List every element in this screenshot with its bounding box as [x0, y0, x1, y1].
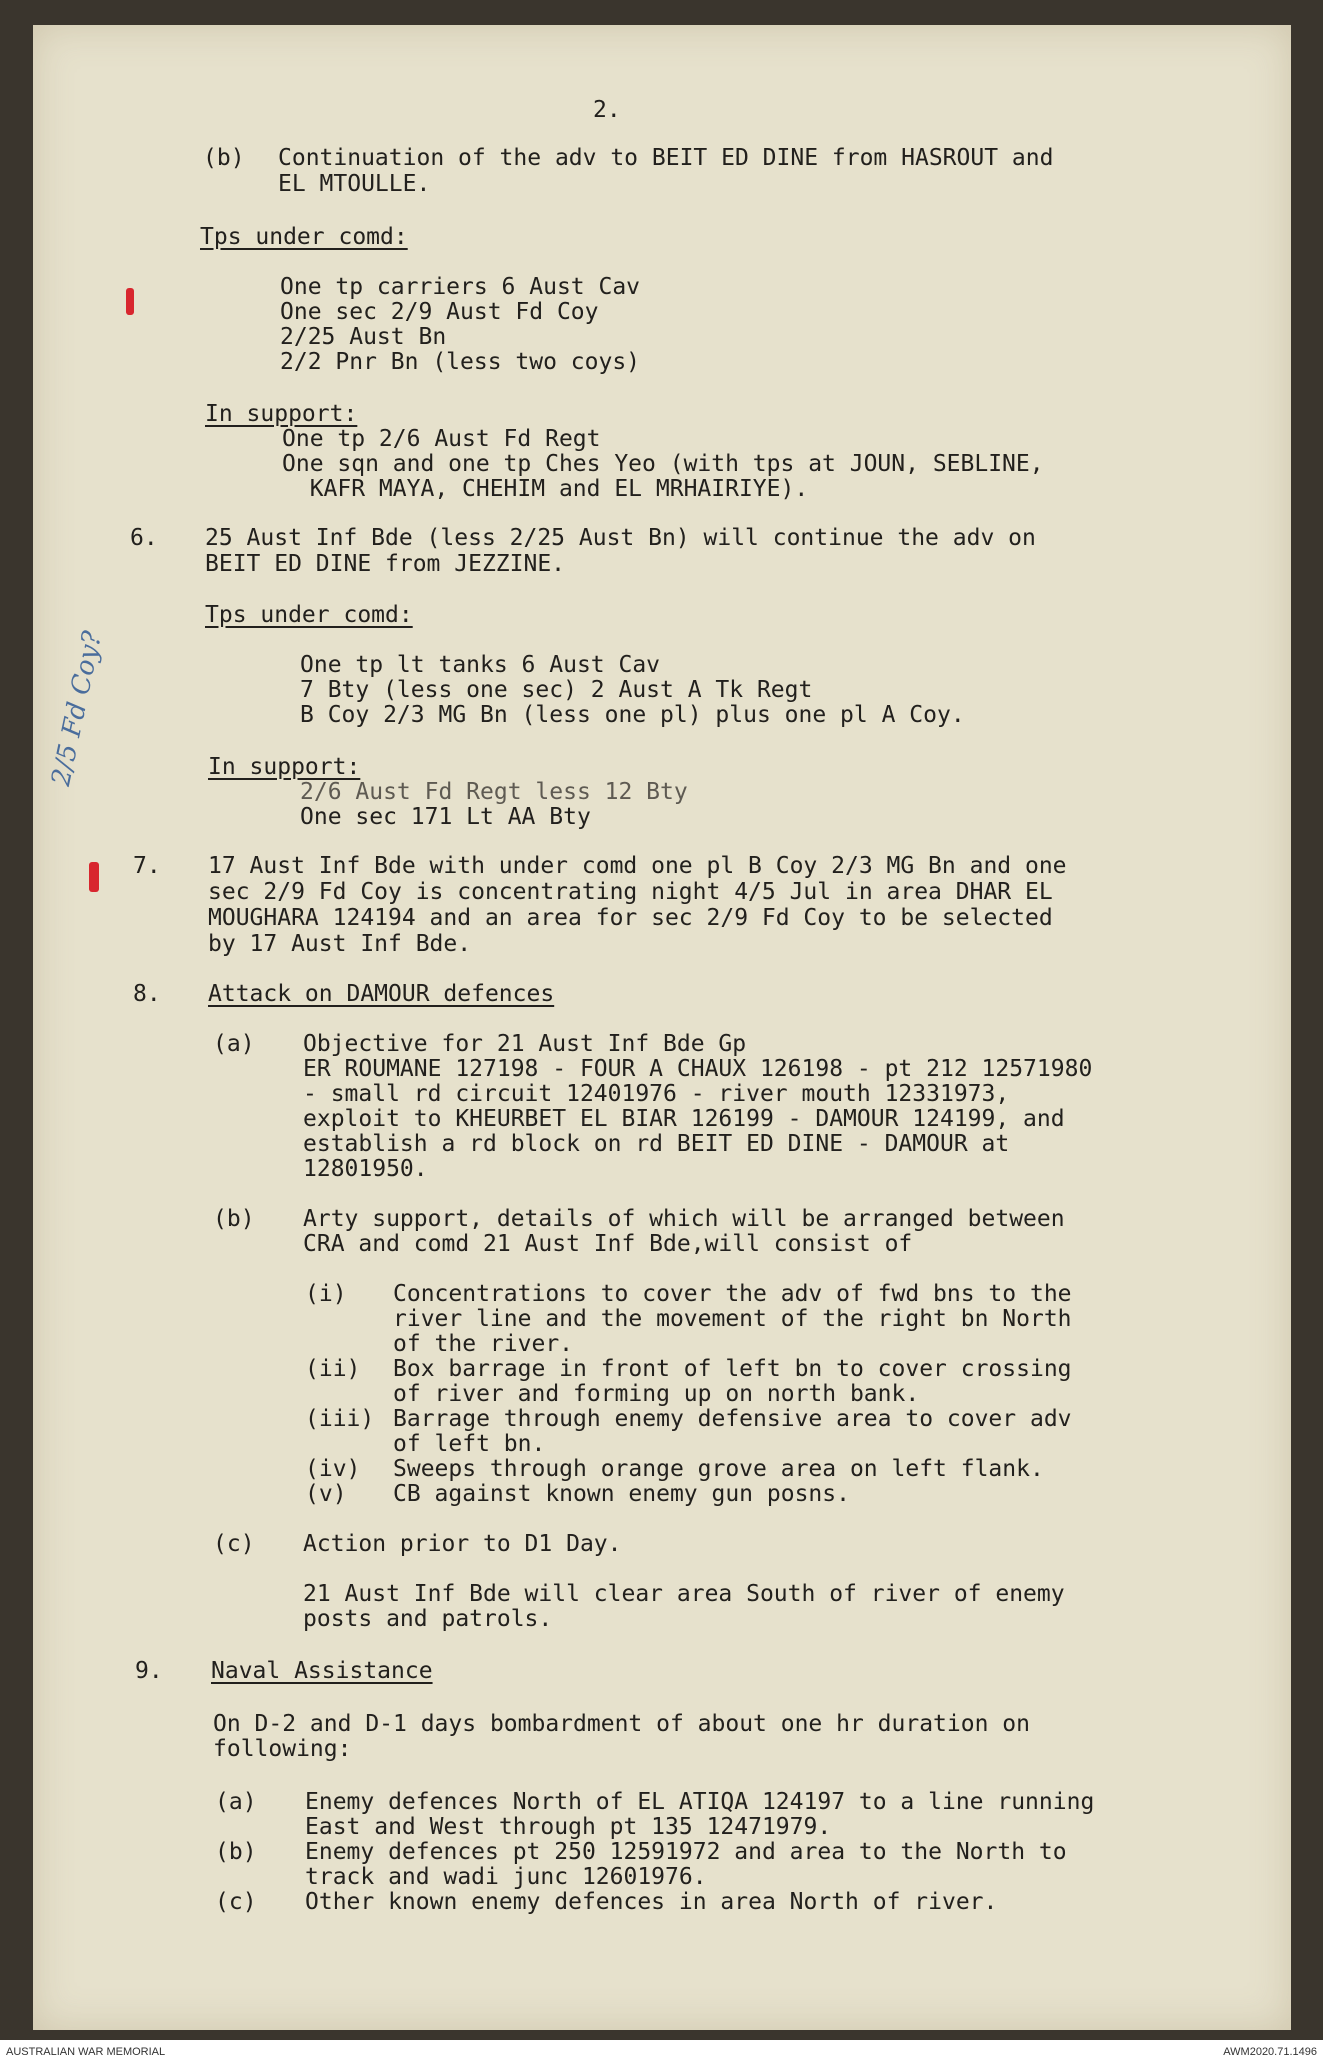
para-6-line1: 25 Aust Inf Bde (less 2/25 Aust Bn) will continue the adv on: [205, 525, 1036, 551]
sub-item-label: (iii): [305, 1406, 375, 1432]
para-8a-line: ER ROUMANE 127198 - FOUR A CHAUX 126198 - pt 212 12571980: [303, 1056, 1093, 1082]
sub-item-line: of river and forming up on north bank.: [393, 1381, 920, 1407]
para-6-line2: BEIT ED DINE from JEZZINE.: [205, 551, 566, 577]
sub-item-label: (i): [305, 1281, 347, 1307]
naval-item-label: (c): [215, 1889, 257, 1915]
page-number: 2.: [593, 97, 621, 123]
sub-item-line: of the river.: [393, 1331, 574, 1357]
sup2-item: One sec 171 Lt AA Bty: [300, 804, 591, 830]
para-8a-line: 12801950.: [303, 1156, 428, 1182]
footer-archive-name: AUSTRALIAN WAR MEMORIAL: [6, 2046, 166, 2058]
sup2-item: 2/6 Aust Fd Regt less 12 Bty: [300, 779, 688, 805]
para-8c-line: posts and patrols.: [303, 1606, 553, 1632]
naval-item-label: (b): [215, 1839, 257, 1865]
sub-item-label: (v): [305, 1481, 347, 1507]
sub-item-line: CB against known enemy gun posns.: [393, 1481, 850, 1507]
tps1-item: One sec 2/9 Aust Fd Coy: [280, 299, 599, 325]
naval-item-line: East and West through pt 135 12471979.: [305, 1814, 832, 1840]
sub-item-line: Concentrations to cover the adv of fwd bns to the: [393, 1281, 1072, 1307]
para-8a-line: Objective for 21 Aust Inf Bde Gp: [303, 1031, 747, 1057]
in-support-heading: In support:: [205, 401, 358, 427]
naval-item-line: track and wadi junc 12601976.: [305, 1864, 707, 1890]
tps1-item: 2/25 Aust Bn: [280, 324, 447, 350]
para-8c-label: (c): [213, 1531, 255, 1557]
para-7-line: 17 Aust Inf Bde with under comd one pl B Coy 2/3 MG Bn and one: [208, 853, 1067, 879]
naval-item-line: Other known enemy defences in area North of river.: [305, 1889, 998, 1915]
tps1-item: One tp carriers 6 Aust Cav: [280, 274, 641, 300]
sup1-item: KAFR MAYA, CHEHIM and EL MRHAIRIYE).: [282, 476, 809, 502]
para-9-heading: Naval Assistance: [211, 1658, 433, 1684]
para-8-heading: Attack on DAMOUR defences: [208, 981, 555, 1007]
para-8-number: 8.: [133, 981, 161, 1007]
para-6-number: 6.: [130, 525, 158, 551]
para-8b-line: Arty support, details of which will be arranged between: [303, 1206, 1065, 1232]
sub-item-line: Sweeps through orange grove area on left flank.: [393, 1456, 1044, 1482]
naval-item-line: Enemy defences pt 250 12591972 and area to the North to: [305, 1839, 1067, 1865]
para-8a-line: - small rd circuit 12401976 - river mouth 12331973,: [303, 1081, 1010, 1107]
para-8a-line: exploit to KHEURBET EL BIAR 126199 - DAMOUR 124199, and: [303, 1106, 1065, 1132]
sup1-item: One tp 2/6 Aust Fd Regt: [282, 426, 601, 452]
para-9-intro: following:: [213, 1736, 352, 1762]
para-b-line1: Continuation of the adv to BEIT ED DINE from HASROUT and: [278, 145, 1054, 171]
tps-under-comd-heading: Tps under comd:: [200, 224, 408, 250]
tps2-item: One tp lt tanks 6 Aust Cav: [300, 652, 661, 678]
para-7-line: by 17 Aust Inf Bde.: [208, 931, 472, 957]
para-9-intro: On D-2 and D-1 days bombardment of about one hr duration on: [213, 1711, 1030, 1737]
para-7-line: MOUGHARA 124194 and an area for sec 2/9 Fd Coy to be selected: [208, 905, 1053, 931]
tps1-item: 2/2 Pnr Bn (less two coys): [280, 349, 641, 375]
sup1-item: One sqn and one tp Ches Yeo (with tps at JOUN, SEBLINE,: [282, 451, 1044, 477]
para-8c-line: 21 Aust Inf Bde will clear area South of river of enemy: [303, 1581, 1065, 1607]
para-8b-label: (b): [213, 1206, 255, 1232]
para-8c-heading: Action prior to D1 Day.: [303, 1531, 622, 1557]
naval-item-line: Enemy defences North of EL ATIQA 124197 to a line running: [305, 1789, 1095, 1815]
para-b-line2: EL MTOULLE.: [278, 171, 431, 197]
footer-accession-number: AWM2020.71.1496: [1223, 2046, 1317, 2058]
para-9-number: 9.: [135, 1658, 163, 1684]
para-8b-line: CRA and comd 21 Aust Inf Bde,will consist of: [303, 1231, 913, 1257]
sub-item-label: (iv): [305, 1456, 361, 1482]
para-8a-line: establish a rd block on rd BEIT ED DINE - DAMOUR at: [303, 1131, 1010, 1157]
tps-under-comd-heading: Tps under comd:: [205, 602, 413, 628]
handwritten-note: 2/5 Fd Coy?: [46, 628, 109, 789]
para-b-label: (b): [203, 145, 245, 171]
sub-item-line: Box barrage in front of left bn to cover crossing: [393, 1356, 1072, 1382]
sub-item-line: river line and the movement of the right bn North: [393, 1306, 1072, 1332]
para-7-line: sec 2/9 Fd Coy is concentrating night 4/5 Jul in area DHAR EL: [208, 879, 1053, 905]
tps2-item: B Coy 2/3 MG Bn (less one pl) plus one pl A Coy.: [300, 702, 965, 728]
para-7-number: 7.: [133, 853, 161, 879]
tps2-item: 7 Bty (less one sec) 2 Aust A Tk Regt: [300, 677, 813, 703]
sub-item-line: Barrage through enemy defensive area to cover adv: [393, 1406, 1072, 1432]
para-8a-label: (a): [213, 1031, 255, 1057]
document-page: [33, 25, 1291, 2030]
naval-item-label: (a): [215, 1789, 257, 1815]
sub-item-line: of left bn.: [393, 1431, 546, 1457]
sub-item-label: (ii): [305, 1356, 361, 1382]
red-pencil-mark: [126, 288, 134, 315]
red-pencil-mark: [89, 862, 99, 892]
in-support-heading: In support:: [208, 754, 361, 780]
